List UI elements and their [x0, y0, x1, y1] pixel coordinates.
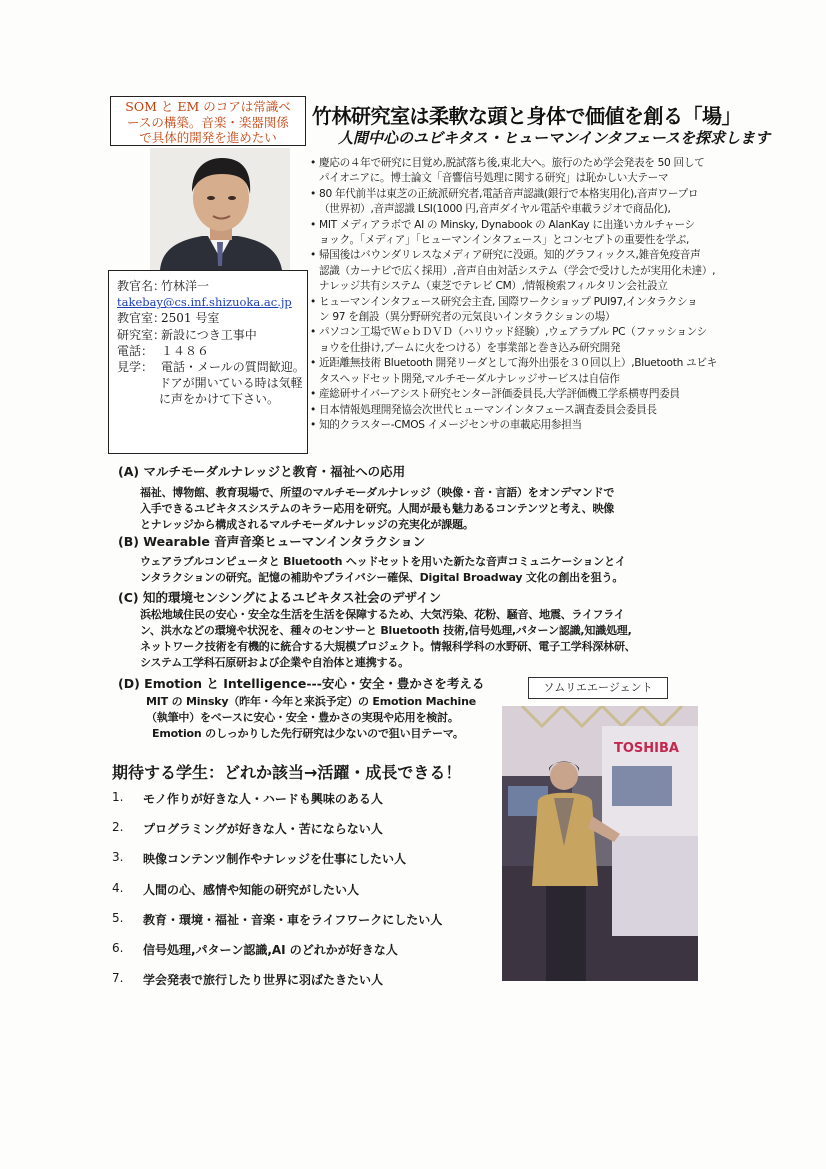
phone-label: 電話：	[117, 343, 154, 358]
students-list	[112, 790, 502, 1001]
sommelier-agent-photo	[502, 706, 698, 981]
section-b-heading: (B) Wearable 音声音楽ヒューマンインタラクション	[118, 534, 426, 549]
bullet-line: • 帰国後はバウンダリレスなメディア研究に没頭。知的グラフィックス,雑音免疫音声	[319, 249, 701, 262]
bullet-line: タスヘッドセット開発,マルチモーダルナレッジサービスは自信作	[319, 372, 620, 385]
list-item	[112, 941, 502, 971]
item-number: 4.	[112, 880, 124, 895]
bullet-item	[310, 156, 780, 187]
section-line: ウェアラブルコンピュータと Bluetooth ヘッドセットを用いた新たな音声コミュニケーションとイ	[140, 555, 626, 568]
bullet-item	[310, 356, 780, 387]
profile-phone-row	[117, 343, 307, 359]
bullet-line: • 日本情報処理開発協会次世代ヒューマンインタフェース調査委員会委員長	[319, 403, 657, 416]
page-title: 竹林研究室は柔軟な頭と身体で価値を創る「場」	[312, 104, 741, 128]
item-number: 3.	[112, 850, 124, 865]
bullet-line: ョウを仕掛け,ブームに火をつける）を事業部と巻き込み研究開発	[319, 341, 621, 354]
bullet-line: 認識（カーナビで広く採用）,音声自由対話システム（学会で受けしたが実用化未達）,	[319, 264, 716, 277]
section-line: 浜松地域住民の安心・安全な生活を生活を保障するため、大気汚染、花粉、騒音、地震、ライフライ	[140, 608, 625, 621]
section-line: Emotion のしっかりした先行研究は少ないので狙い目テーマ。	[152, 727, 464, 740]
visit-label: 見学：	[117, 360, 154, 375]
profile-box	[108, 270, 308, 454]
list-item	[112, 881, 502, 911]
bullet-item	[310, 387, 780, 402]
item-text: 学会発表で旅行したり世界に羽ばたきたい人	[143, 973, 384, 988]
profile-office-row	[117, 310, 307, 326]
page-subtitle: 人間中心のユビキタス・ヒューマンインタフェースを探求します	[338, 129, 771, 147]
section-line: ンタラクションの研究。記憶の補助やプライバシー確保、Digital Broadway 文化の創出を狙う。	[140, 571, 624, 584]
list-item	[112, 820, 502, 850]
professor-portrait-icon	[150, 148, 290, 270]
item-text: プログラミングが好きな人・苦にならない人	[143, 822, 383, 837]
profile-visit-row	[117, 359, 307, 375]
item-number: 2.	[112, 820, 124, 835]
item-number: 5.	[112, 910, 124, 925]
bullet-line: • ヒューマンインタフェース研究会主査, 国際ワークショップ PUI97,インタラクショ	[319, 295, 698, 308]
profile-lab-row	[117, 327, 307, 343]
list-item	[112, 790, 502, 820]
visit-value-1: 電話・メールの質問歓迎。	[161, 360, 305, 375]
callout-line: ースの構築。音楽・楽器関係	[127, 114, 289, 130]
section-d-heading: (D) Emotion と Intelligence---安心・安全・豊かさを考える	[118, 676, 485, 691]
bullet-item	[310, 187, 780, 218]
section-line: システム工学科石原研および企業や自治体と連携する。	[140, 656, 409, 669]
item-text: 人間の心、感情や知能の研究がしたい人	[143, 882, 360, 897]
section-c-body	[140, 607, 700, 671]
bullet-line: ナレッジ共有システム（東芝でテレビ CM）,情報検索フィルタリン会社設立	[319, 280, 668, 293]
office-label: 教官室：	[117, 311, 166, 326]
item-number: 6.	[112, 940, 124, 955]
professor-name: 竹林洋一	[161, 279, 210, 293]
profile-name-row	[117, 278, 307, 294]
exhibition-photo-icon	[502, 706, 698, 981]
booth-sign: TOSHIBA	[614, 741, 679, 756]
bullet-line: • 近距離無技術 Bluetooth 開発リーダとして海外出張を３０回以上）,Bluetooth ユビキ	[319, 357, 717, 370]
callout-line: SOM と EM のコアは常識ベ	[125, 99, 291, 114]
office-value: 2501 号室	[161, 311, 220, 326]
lab-label: 研究室：	[117, 327, 166, 342]
list-item	[112, 850, 502, 880]
section-line: ネットワーク技術を有機的に統合する大規模プロジェクト。情報科学科の水野研、電子工学科深林研、	[140, 640, 636, 653]
item-number: 1.	[112, 790, 124, 804]
bullet-line: • 知的クラスター-CMOS イメージセンサの車載応用参担当	[319, 418, 582, 431]
list-item	[112, 971, 502, 1001]
item-text: 教育・環境・福祉・音楽・車をライフワークにしたい人	[143, 912, 443, 927]
bullet-line: （世界初）,音声認識 LSI(1000 円,音声ダイヤル電話や車載ラジオで商品化),	[319, 203, 671, 216]
section-line: （執筆中）をベースに安心・安全・豊かさの実現や応用を検討。	[146, 711, 459, 724]
section-line: とナレッジから構成されるマルチモーダルナレッジの充実化が課題。	[140, 518, 474, 531]
focus-callout-box	[110, 96, 306, 146]
item-text: モノ作りが好きな人・ハードも興味のある人	[143, 792, 383, 806]
bullet-item	[310, 218, 780, 249]
phone-value: １４８６	[161, 343, 210, 358]
lab-value: 新設につき工事中	[161, 327, 257, 342]
bullet-item	[310, 418, 780, 433]
bullet-item	[310, 403, 780, 418]
item-text: 映像コンテンツ制作やナレッジを仕事にしたい人	[143, 852, 407, 867]
section-c-heading: (C) 知的環境センシングによるユビキタス社会のデザイン	[118, 590, 442, 605]
section-a-heading: (A) マルチモーダルナレッジと教育・福祉への応用	[118, 464, 406, 479]
bullet-line: • 慶応の４年で研究に目覚め,脱試落ち後,東北大へ。旅行のため学会発表を 50 回して	[319, 157, 705, 169]
bullet-line: ョック。「メディア」「ヒューマンインタフェース」とコンセプトの重要性を学ぶ,	[319, 234, 690, 247]
item-number: 7.	[112, 971, 124, 986]
section-line: 福祉、博物館、教育現場で、所望のマルチモーダルナレッジ（映像・音・言語）をオンデマンドで	[140, 486, 615, 499]
bullet-item	[310, 248, 780, 294]
bullet-line: • MIT メディアラボで AI の Minsky, Dynabook の AlanKay に出逢いカルチャーシ	[319, 218, 695, 231]
bullet-line: • パソコン工場でＷｅｂＤＶＤ（ハリウッド経験）,ウェアラブル PC（ファッションシ	[319, 326, 707, 339]
item-text: 信号処理,パターン認識,AI のどれかが好きな人	[143, 942, 398, 957]
callout-line: で具体的開発を進めたい	[139, 130, 277, 145]
section-line: MIT の Minsky（昨年・今年と来浜予定）の Emotion Machine	[146, 695, 476, 708]
section-line: ン、洪水などの環境や状況を、種々のセンサーと Bluetooth 技術,信号処理,パターン認識,知識処理,	[140, 624, 632, 637]
name-label: 教官名：	[117, 279, 166, 293]
students-heading: 期待する学生：どれか該当→活躍・成長できる！	[112, 763, 462, 782]
bullet-line: パイオニアに。博士論文「音響信号処理に関する研究」は恥かしい大テーマ	[319, 172, 669, 185]
career-bullet-list	[310, 156, 780, 433]
list-item	[112, 911, 502, 941]
bullet-line: • 80 年代前半は東芝の正統派研究者,電話音声認識(銀行で本格実用化),音声ワープロ	[319, 187, 699, 200]
photo-caption: ソムリエエージェント	[528, 677, 668, 699]
bullet-item	[310, 295, 780, 326]
bullet-line: ン 97 を創設（異分野研究者の元気良いインタラクションの場）	[319, 311, 616, 324]
email-link[interactable]: takebay@cs.inf.shizuoka.ac.jp	[117, 295, 292, 310]
professor-photo	[150, 148, 290, 270]
section-line: 入手できるユビキタスシステムのキラー応用を研究。人間が最も魅力あるコンテンツと考え、映像	[140, 502, 615, 515]
section-b-body	[140, 554, 700, 586]
bullet-line: • 産総研サイバーアシスト研究センター評価委員長,大学評価機工学系横専門委員	[319, 388, 680, 401]
section-d-body	[146, 694, 496, 742]
bullet-item	[310, 325, 780, 356]
section-a-body	[140, 485, 700, 533]
visit-value-2: ドアが開いている時は気軽に声をかけて下さい。	[159, 376, 303, 407]
